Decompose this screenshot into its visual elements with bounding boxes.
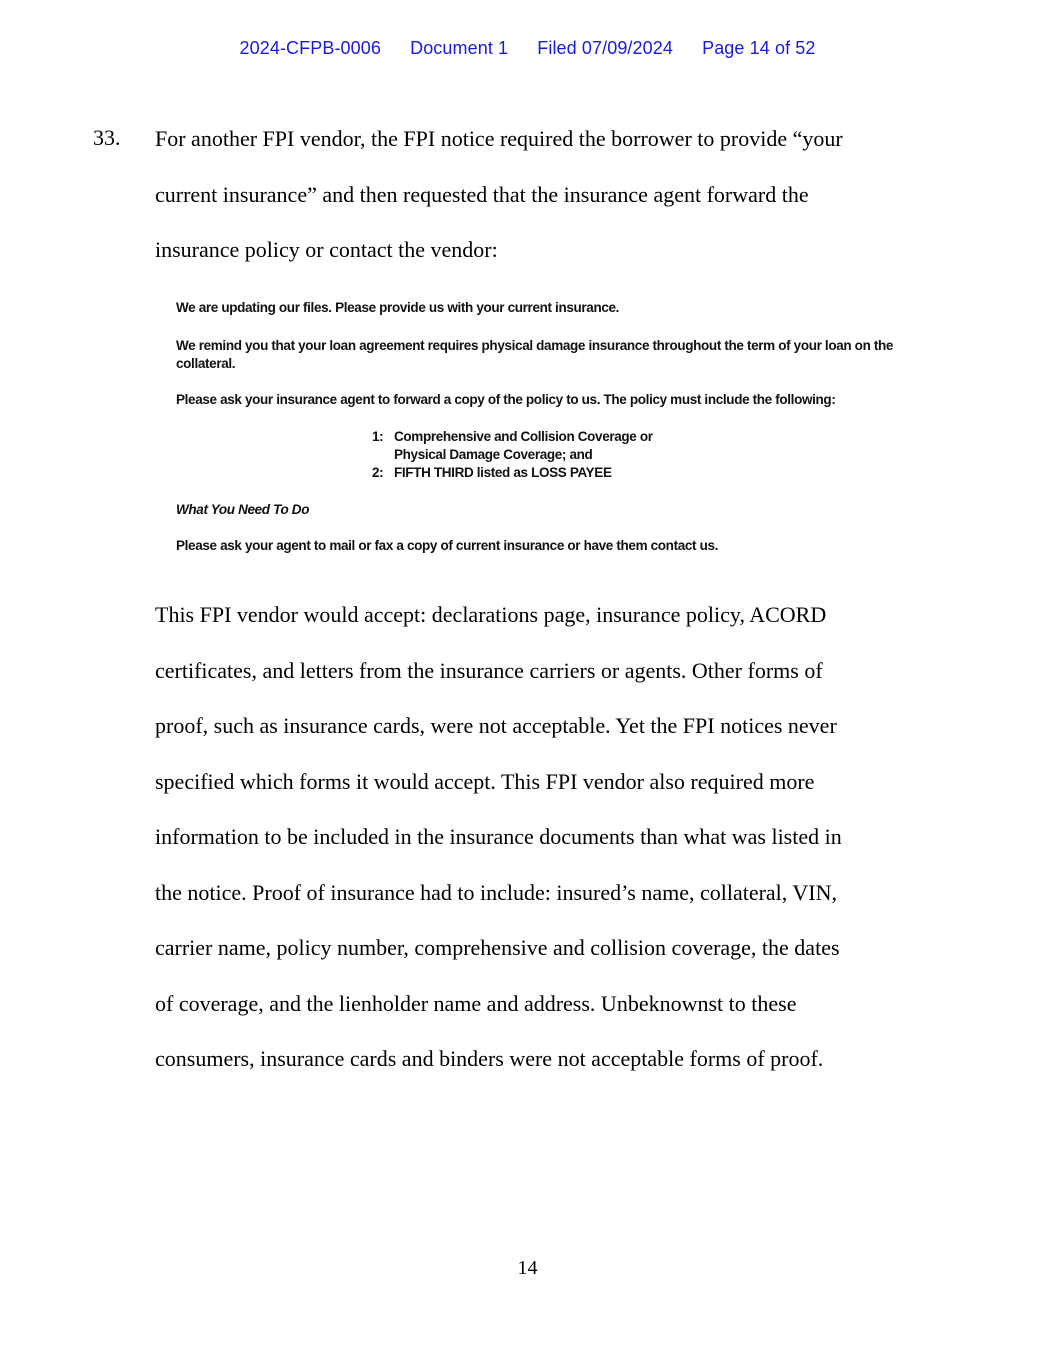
- paragraph-line: proof, such as insurance cards, were not acceptable. Yet the FPI notices never: [155, 713, 837, 738]
- paragraph-number: 33.: [93, 125, 121, 150]
- case-number: 2024-CFPB-0006: [239, 38, 381, 58]
- page-indicator: Page 14 of 52: [702, 38, 816, 58]
- case-header: [0, 38, 1055, 59]
- paragraph-line: information to be included in the insurance documents than what was listed in: [155, 824, 842, 849]
- paragraph-line: insurance policy or contact the vendor:: [155, 237, 498, 262]
- paragraph-line: specified which forms it would accept. This FPI vendor also required more: [155, 768, 815, 794]
- notice-line: We remind you that your loan agreement requires physical damage insurance throughout the term of your loan on the collateral.: [176, 338, 894, 371]
- notice-line: We are updating our files. Please provide us with your current insurance.: [176, 300, 620, 315]
- paragraph-line: certificates, and letters from the insurance carriers or agents. Other forms of: [155, 657, 823, 683]
- paragraph-line: current insurance” and then requested that the insurance agent forward the: [155, 181, 809, 207]
- paragraph-line: consumers, insurance cards and binders were not acceptable forms of proof.: [155, 1046, 824, 1071]
- paragraph-body: [155, 587, 935, 1087]
- paragraph-intro: [155, 111, 935, 278]
- paragraph-line: carrier name, policy number, comprehensive and collision coverage, the dates: [155, 935, 840, 960]
- notice-heading: What You Need To Do: [176, 502, 310, 517]
- filed-date: Filed 07/09/2024: [537, 38, 673, 58]
- notice-line: Please ask your insurance agent to forward a copy of the policy to us. The policy must include the following:: [176, 392, 836, 407]
- notice-list: [372, 428, 653, 482]
- notice-line: Please ask your agent to mail or fax a copy of current insurance or have them contact us.: [176, 538, 719, 553]
- paragraph-line: of coverage, and the lienholder name and address. Unbeknownst to these: [155, 990, 797, 1016]
- page-number: 14: [517, 1257, 538, 1279]
- document-label: Document 1: [410, 38, 509, 58]
- paragraph-line: This FPI vendor would accept: declarations page, insurance policy, ACORD: [155, 602, 827, 627]
- paragraph-line: the notice. Proof of insurance had to include: insured’s name, collateral, VIN,: [155, 879, 837, 905]
- notice-list-item: 1: Comprehensive and Collision Coverage or Physical Damage Coverage; and: [372, 429, 653, 462]
- notice-list-item: 2: FIFTH THIRD listed as LOSS PAYEE: [372, 465, 612, 480]
- paragraph-line: For another FPI vendor, the FPI notice required the borrower to provide “your: [155, 126, 843, 151]
